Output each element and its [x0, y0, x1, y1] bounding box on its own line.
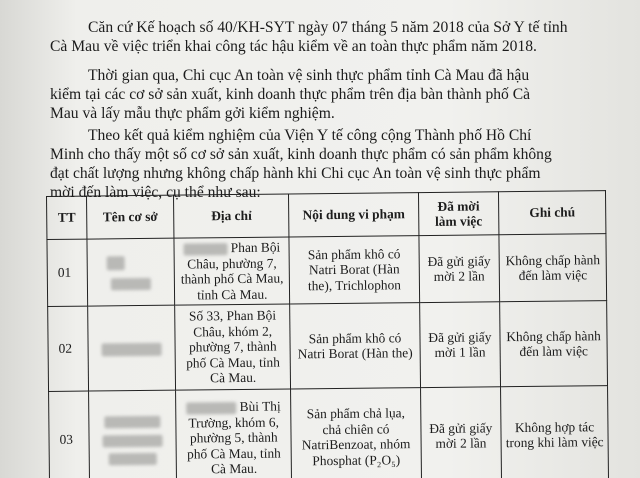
cell-line: Natri Borat (Hàn the) [297, 345, 413, 362]
redaction [109, 453, 157, 466]
cell-line [180, 399, 287, 416]
cell-ghi-chu [500, 301, 608, 387]
cell-tt: 01 [47, 239, 88, 306]
cell-line: mời 2 lần [433, 268, 485, 284]
redaction [104, 416, 160, 429]
violations-table [46, 190, 609, 478]
paragraph-inspection [50, 66, 620, 123]
cell-line: tỉnh Cà Mau. [197, 286, 268, 302]
header-ghi-chu: Ghi chú [499, 191, 606, 235]
text-line: kiểm tại các cơ sở sản xuất, kinh doanh thực phẩm trên địa bàn thành phố Cà [50, 86, 531, 103]
cell-dia-chi [175, 304, 291, 390]
cell-line: phố Cà Mau, tỉnh [187, 445, 281, 462]
cell-da-moi [420, 387, 502, 478]
cell-line: phường 5, thành [189, 429, 278, 446]
text-line: Thời gian qua, Chi cục An toàn vệ sinh thực phẩm tỉnh Cà Mau đã hậu [88, 67, 530, 84]
header-ten-co-so: Tên cơ sở [87, 195, 174, 239]
redaction [183, 243, 227, 255]
cell-line: phường 7, thành [188, 338, 277, 355]
text-line: Minh cho thấy một số cơ sở sản xuất, kinh doanh thực phẩm có sản phẩm không [50, 146, 552, 163]
text-line: đạt chất lượng nhưng không chấp hành khi Chi cục An toàn vệ sinh thực phẩm [50, 165, 541, 182]
cell-line: Sản phẩm khô có [308, 329, 402, 346]
text-line: Mau và lấy mẫu thực phẩm gởi kiểm nghiệm. [50, 105, 335, 122]
cell-line: Cà Mau. [210, 461, 258, 477]
cell-ghi-chu [499, 234, 607, 302]
cell-line: Châu, khóm 2, [193, 323, 273, 340]
cell-line: Đã gửi giấy [429, 419, 493, 436]
cell-line: Đã gửi giấy [428, 328, 492, 345]
table-row [49, 386, 609, 478]
cell-noi-dung [291, 388, 421, 478]
cell-line: Phosphat (P₂O₅) [312, 451, 401, 468]
cell-line: trong khi làm việc [505, 434, 604, 451]
cell-ten-redacted [88, 305, 176, 391]
redaction [111, 278, 151, 290]
cell-line: Không hợp tác [514, 418, 595, 435]
cell-line: Không chấp hành [506, 327, 601, 344]
text-line: mời đến làm việc, cụ thể như sau: [50, 184, 261, 201]
redaction [102, 342, 162, 356]
header-tt: TT [47, 196, 88, 239]
header-noi-dung: Nội dung vi phạm [289, 193, 419, 237]
cell-line: thành phố Cà Mau, [180, 270, 284, 287]
cell-line: Natri Borat (Hàn [308, 261, 400, 278]
table-row [48, 301, 608, 392]
cell-line: Cà Mau. [210, 370, 257, 386]
cell-da-moi [419, 302, 500, 388]
header-dia-chi: Địa chỉ [174, 194, 290, 238]
cell-line: chả chiên có [322, 420, 390, 437]
cell-da-moi [419, 235, 500, 303]
cell-dia-chi [174, 237, 290, 305]
cell-line: Sản phẩm chả lụa, [306, 405, 405, 422]
cell-ghi-chu [501, 386, 609, 478]
redaction [103, 435, 163, 448]
cell-line: mời 1 lần [434, 344, 486, 360]
cell-noi-dung [290, 303, 420, 389]
cell-tt: 02 [48, 306, 89, 391]
cell-noi-dung [289, 236, 419, 304]
header-line: làm việc [434, 213, 483, 229]
cell-dia-chi [176, 389, 292, 478]
table-row [47, 234, 607, 307]
cell-line: mời 2 lần [435, 435, 487, 451]
cell-text: Phan Bội [230, 239, 281, 256]
text-line: Căn cứ Kế hoạch số 40/KH-SYT ngày 07 tháng 5 năm 2018 của Sở Y tế tỉnh [88, 19, 568, 36]
table-header-row [47, 191, 606, 240]
cell-line [179, 240, 286, 257]
cell-line: Không chấp hành [505, 251, 601, 268]
redaction [107, 256, 125, 270]
cell-line: đến làm việc [519, 343, 589, 360]
cell-line: NatriBenzoat, nhóm [301, 436, 411, 453]
cell-ten-redacted [89, 390, 177, 478]
cell-line: Châu, phường 7, [187, 255, 277, 272]
redaction [186, 402, 236, 415]
text-line: Cà Mau về việc triển khai công tác hậu kiểm về an toàn thực phẩm năm 2018. [50, 38, 537, 55]
cell-line: the), Trichlophon [307, 277, 402, 294]
paragraph-legal-basis [50, 18, 620, 56]
cell-line: Sản phẩm khô có [307, 246, 401, 263]
header-da-moi [418, 192, 499, 236]
text-line: Theo kết quả kiểm nghiệm của Viện Y tế công cộng Thành phố Hồ Chí [88, 127, 532, 144]
header-line: Đã mời [437, 197, 480, 214]
cell-line: đến làm việc [518, 267, 588, 284]
cell-line: phố Cà Mau, tỉnh [186, 354, 280, 371]
cell-text: Bùi Thị [239, 398, 281, 415]
cell-line: Đã gửi giấy [427, 252, 491, 269]
cell-ten-redacted [87, 238, 175, 306]
cell-line: Trường, khóm 6, [188, 414, 279, 431]
cell-tt: 03 [49, 391, 90, 478]
cell-line: Số 33, Phan Bội [188, 307, 277, 324]
